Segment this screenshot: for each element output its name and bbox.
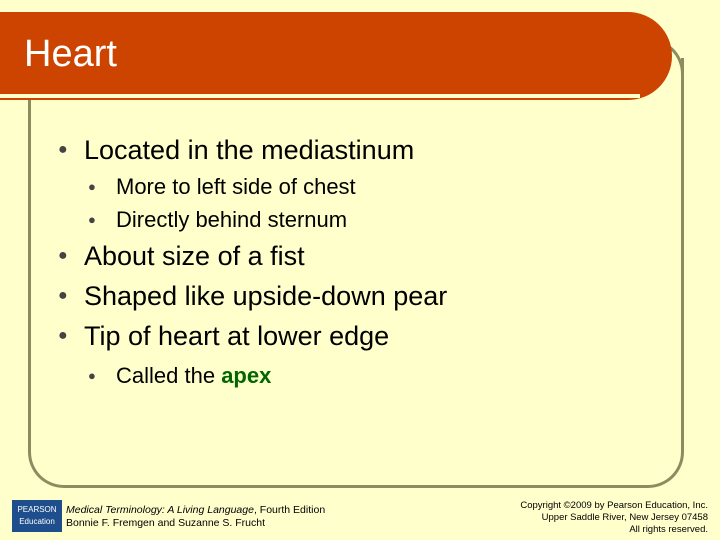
title-underline [0, 94, 640, 98]
bullet-text: Located in the mediastinum [84, 135, 415, 165]
copyright-line: Copyright ©2009 by Pearson Education, Inc. [520, 500, 708, 511]
book-authors: Bonnie F. Fremgen and Suzanne S. Frucht [66, 517, 266, 529]
sub-bullet-item [58, 170, 678, 203]
book-title: Medical Terminology: A Living Language [66, 504, 254, 516]
apex-term: apex [221, 363, 272, 388]
bullet-icon: ● [58, 287, 68, 304]
bullet-text: Shaped like upside-down pear [84, 281, 448, 311]
slide-title: Heart [24, 33, 117, 75]
copyright-line: All rights reserved. [629, 524, 708, 535]
sub-bullet-item [58, 359, 678, 392]
logo-line: Education [19, 517, 55, 526]
bullet-icon: ● [88, 368, 96, 383]
bullet-list [58, 130, 678, 392]
book-edition: , Fourth Edition [253, 504, 326, 516]
bullet-text: Tip of heart at lower edge [84, 321, 390, 351]
pearson-logo [12, 500, 62, 532]
bullet-item [58, 276, 678, 316]
footer-citation [66, 504, 325, 530]
bullet-item [58, 130, 678, 170]
sub-bullet-item [58, 203, 678, 236]
bullet-item [58, 236, 678, 276]
bullet-item [58, 316, 678, 356]
bullet-icon: ● [88, 179, 96, 194]
bullet-icon: ● [58, 327, 68, 344]
footer-copyright [520, 500, 708, 536]
bullet-icon: ● [58, 141, 68, 158]
copyright-line: Upper Saddle River, New Jersey 07458 [541, 512, 708, 523]
logo-line: PEARSON [17, 505, 57, 514]
sub-bullet-text: Called the [116, 363, 222, 388]
sub-bullet-text: More to left side of chest [116, 174, 356, 199]
bullet-icon: ● [88, 212, 96, 227]
bullet-icon: ● [58, 247, 68, 264]
bullet-text: About size of a fist [84, 241, 305, 271]
sub-bullet-text: Directly behind sternum [116, 207, 348, 232]
